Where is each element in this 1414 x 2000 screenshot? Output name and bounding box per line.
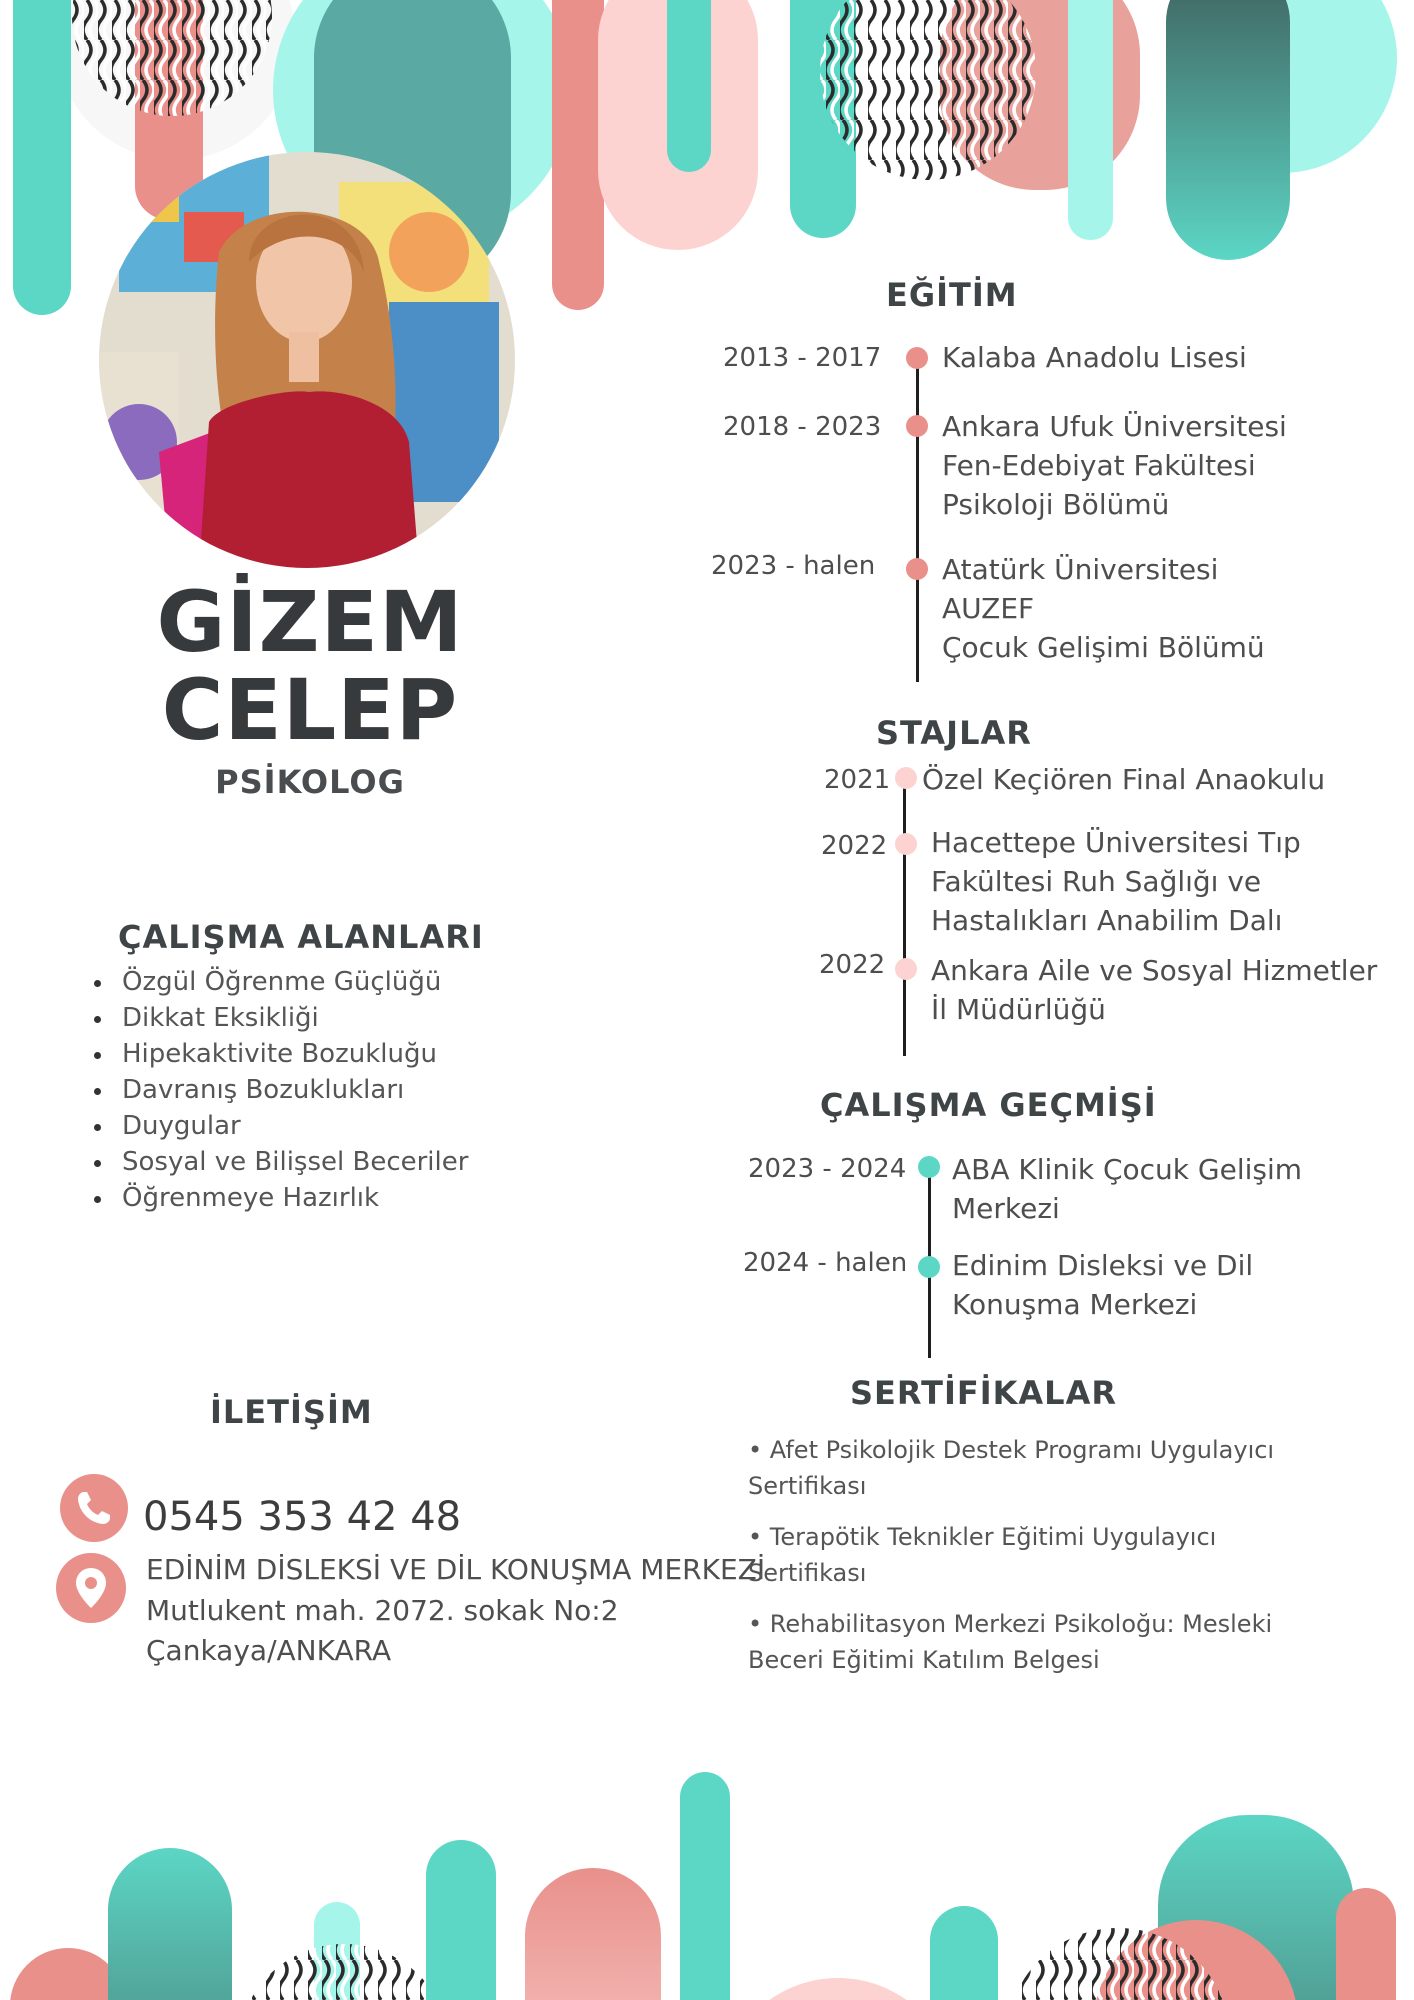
education-line: AUZEF <box>942 592 1035 625</box>
phone-number[interactable]: 0545 353 42 48 <box>143 1494 462 1540</box>
work-line: Edinim Disleksi ve Dil <box>952 1249 1254 1282</box>
education-years: 2023 - halen <box>711 551 876 581</box>
certificates-heading: SERTİFİKALAR <box>850 1374 1117 1412</box>
internships-heading: STAJLAR <box>876 714 1032 752</box>
internship-line: Özel Keçiören Final Anaokulu <box>922 763 1326 796</box>
certificate-line: Sertifikası <box>748 1472 867 1500</box>
education-line: Ankara Ufuk Üniversitesi <box>942 410 1287 443</box>
list-item: Duygular <box>92 1108 468 1144</box>
education-years: 2018 - 2023 <box>723 412 882 442</box>
timeline-dot <box>906 347 928 369</box>
list-item: Davranış Bozuklukları <box>92 1072 468 1108</box>
list-item: Özgül Öğrenme Güçlüğü <box>92 964 468 1000</box>
education-line: Kalaba Anadolu Lisesi <box>942 341 1247 374</box>
certificate-line: • Rehabilitasyon Merkezi Psikoloğu: Mesleki <box>748 1610 1273 1638</box>
certificate-item <box>748 1606 1368 1678</box>
work-areas-list <box>92 964 468 1216</box>
phone-icon <box>60 1474 128 1542</box>
list-item: Öğrenmeye Hazırlık <box>92 1180 468 1216</box>
timeline-dot <box>895 767 917 789</box>
list-item: Hipekaktivite Bozukluğu <box>92 1036 468 1072</box>
certificate-item <box>748 1519 1368 1591</box>
list-item: Sosyal ve Bilişsel Beceriler <box>92 1144 468 1180</box>
timeline-dot <box>906 415 928 437</box>
timeline-dot <box>918 1256 940 1278</box>
timeline-dot <box>895 958 917 980</box>
address-line: Çankaya/ANKARA <box>146 1634 392 1667</box>
internship-line: Fakültesi Ruh Sağlığı ve <box>931 865 1262 898</box>
first-name: GİZEM <box>156 573 464 671</box>
timeline-dot <box>906 558 928 580</box>
internships-timeline <box>903 786 906 1056</box>
certificate-line: Sertifikası <box>748 1559 867 1587</box>
education-years: 2013 - 2017 <box>723 343 882 373</box>
work-years: 2024 - halen <box>743 1248 908 1278</box>
timeline-dot <box>895 833 917 855</box>
profile-photo <box>99 152 515 568</box>
contact-heading: İLETİŞİM <box>210 1393 373 1431</box>
work-areas-heading: ÇALIŞMA ALANLARI <box>118 918 484 956</box>
certificate-item <box>748 1432 1368 1504</box>
certificate-line: • Terapötik Teknikler Eğitimi Uygulayıcı <box>748 1523 1217 1551</box>
work-line: ABA Klinik Çocuk Gelişim <box>952 1153 1303 1186</box>
work-line: Konuşma Merkezi <box>952 1288 1198 1321</box>
address-line: Mutlukent mah. 2072. sokak No:2 <box>146 1594 619 1627</box>
work-line: Merkezi <box>952 1192 1060 1225</box>
list-item: Dikkat Eksikliği <box>92 1000 468 1036</box>
internship-line: Ankara Aile ve Sosyal Hizmetler <box>931 954 1378 987</box>
last-name: CELEP <box>161 661 459 759</box>
internship-years: 2022 <box>819 950 886 980</box>
work-years: 2023 - 2024 <box>748 1154 907 1184</box>
education-timeline <box>916 358 919 682</box>
education-line: Çocuk Gelişimi Bölümü <box>942 631 1265 664</box>
location-pin-icon <box>56 1553 126 1623</box>
education-line: Psikoloji Bölümü <box>942 488 1170 521</box>
internship-years: 2021 <box>824 765 891 795</box>
certificate-line: • Afet Psikolojik Destek Programı Uygulayıcı <box>748 1436 1275 1464</box>
internship-years: 2022 <box>821 831 888 861</box>
timeline-dot <box>918 1156 940 1178</box>
job-title: PSİKOLOG <box>215 763 405 801</box>
education-line: Atatürk Üniversitesi <box>942 553 1219 586</box>
address-line: EDİNİM DİSLEKSİ VE DİL KONUŞMA MERKEZİ <box>146 1553 766 1586</box>
work-history-heading: ÇALIŞMA GEÇMİŞİ <box>820 1086 1157 1124</box>
internship-line: İl Müdürlüğü <box>931 993 1106 1026</box>
education-heading: EĞİTİM <box>886 276 1018 314</box>
certificate-line: Beceri Eğitimi Katılım Belgesi <box>748 1646 1100 1674</box>
education-line: Fen-Edebiyat Fakültesi <box>942 449 1256 482</box>
internship-line: Hacettepe Üniversitesi Tıp <box>931 826 1301 859</box>
internship-line: Hastalıkları Anabilim Dalı <box>931 904 1283 937</box>
